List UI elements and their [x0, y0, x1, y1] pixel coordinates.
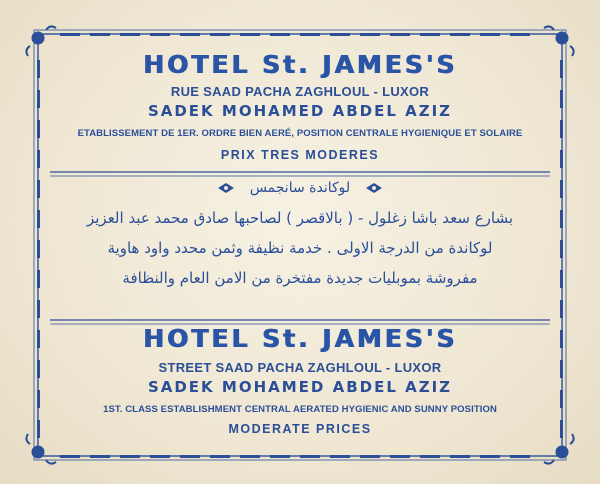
address-bottom: STREET SAAD PACHA ZAGHLOUL - LUXOR: [158, 360, 442, 375]
description-bottom: 1ST. CLASS ESTABLISHMENT CENTRAL AERATED HYGIENIC AND SUNNY POSITION: [103, 404, 497, 415]
description-top: ETABLISSEMENT DE 1ER. ORDRE BIEN AERÉ, POSITION CENTRALE HYGIENIQUE ET SOLAIRE: [77, 128, 523, 139]
prices-bottom: MODERATE PRICES: [228, 422, 372, 436]
arabic-line-1: بشارع سعد باشا زغلول - ( بالاقصر ) لصاحبها صادق محمد عبد العزيز: [86, 209, 514, 227]
flourish-right-icon: [217, 182, 235, 194]
address-top: RUE SAAD PACHA ZAGHLOUL - LUXOR: [170, 84, 430, 99]
flourish-left-icon: [365, 182, 383, 194]
owner-top: SADEK MOHAMED ABDEL AZIZ: [147, 102, 453, 120]
arabic-line-2: لوكاندة من الدرجة الاولى . خدمة نظيفة وثمن محدد واود هاوية: [107, 239, 493, 257]
label-content: [40, 42, 560, 440]
arabic-line-3: مفروشة بموبليات جديدة مفتخرة من الامن العام والنظافة: [122, 269, 478, 287]
arabic-hotel-name: لوكاندة سانجمس: [249, 180, 351, 196]
prices-top: PRIX TRES MODERES: [220, 148, 380, 162]
owner-bottom: SADEK MOHAMED ABDEL AZIZ: [147, 378, 453, 396]
hotel-name-top: HOTEL St. JAMES'S: [142, 50, 458, 79]
arabic-hotel-name-row: [40, 180, 560, 196]
hotel-name-bottom: HOTEL St. JAMES'S: [142, 324, 458, 353]
